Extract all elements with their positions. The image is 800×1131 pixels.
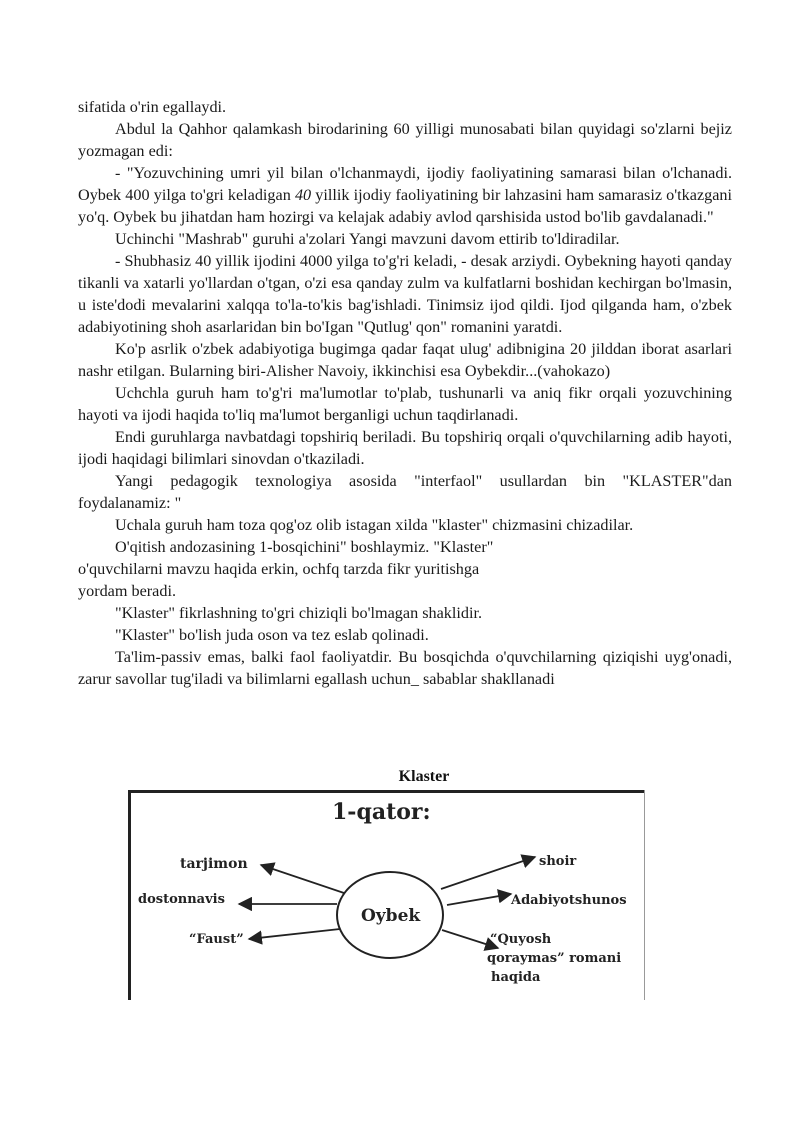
node-tarjimon: tarjimon (180, 856, 248, 872)
paragraph: Ko'p asrlik o'zbek adabiyotiga bugimga qadar faqat ulug' adibnigina 20 jilddan iborat asarlari nashr etilgan. Bularning biri-Alisher Navoiy, ikkinchisi esa Oybekdir...(vahokazo) (78, 340, 732, 380)
paragraph: "Klaster" bo'lish juda oson va tez eslab qolinadi. (115, 626, 429, 644)
emphasized-number: 40 (294, 186, 312, 204)
arrow-to-adabiyotshunos (447, 894, 511, 905)
quote-text-start: - "Yozuvchining umri yil bilan o'lchanmaydi, ijodiy faoliyatining samarasi bilan o'lchanadi. Oybek 400 yilga to'gri keladigan (78, 164, 732, 204)
paragraph: Uchala guruh ham toza qog'oz olib istagan xilda "klaster" chizmasini chizadilar. (115, 516, 634, 534)
center-node: Oybek (361, 906, 421, 926)
node-adabiyotshunos: Adabiyotshunos (511, 893, 627, 908)
paragraph: Yangi pedagogik texnologiya asosida "interfaol" usullardan bin "KLASTER"dan foydalanamiz: " (78, 472, 732, 512)
paragraph: yordam beradi. (78, 582, 176, 600)
node-quyosh-line1: “Quyosh (490, 932, 552, 947)
paragraph: Abdul la Qahhor qalamkash birodarining 60 yilligi munosabati bilan quyidagi so'zlarni bejiz yozmagan edi: (78, 120, 732, 160)
paragraph: o'quvchilarni mavzu haqida erkin, ochfq tarzda fikr yuritishga (78, 560, 480, 578)
cluster-diagram (128, 790, 646, 1002)
paragraph: Uchinchi "Mashrab" guruhi a'zolari Yangi mavzuni davom ettirib to'ldiradilar. (115, 230, 620, 248)
node-quyosh-line2: qoraymas” romani (487, 951, 622, 966)
paragraph: Uchchla guruh ham to'g'ri ma'lumotlar to'plab, tushunarli va aniq fikr orqali yozuvchining hayoti va ijodi haqida to'liq ma'lumot berganligi uchun taqdirlanadi. (78, 384, 732, 424)
paragraph: - Shubhasiz 40 yillik ijodini 4000 yilga to'g'ri keladi, - desak arziydi. Oybekning hayoti qanday tikanli va xatarli yo'llardan o'tgan, o'zi esa qanday zulm va kulfatlarni boshidan kechirgan bo'lmasin, u iste'dodi mevalarini xalqqa to'la-to'kis bag'ishladi. Tinimsiz ijod qildi. Ijod qilganda ham, o'zbek adabiyotining shoh asarlaridan bin bo'Igan "Qutlug' qon" romanini yaratdi. (78, 252, 732, 336)
paragraph: sifatida o'rin egallaydi. (78, 98, 227, 116)
diagram-heading: 1-qator: (332, 799, 431, 825)
document-body (78, 96, 732, 690)
node-shoir: shoir (539, 854, 577, 869)
arrow-to-faust (249, 929, 340, 939)
node-dostonnavis: dostonnavis (138, 892, 225, 907)
paragraph: Ta'lim-passiv emas, balki faol faoliyatdir. Bu bosqichda o'quvchilarning qiziqishi uyg'onadi, zarur savollar tug'iladi va bilimlarni egallash uchun_ sabablar shakllanadi (78, 648, 732, 688)
quote-paragraph (78, 162, 732, 228)
quote-text-end: yillik ijodiy faoliyatining bir lahzasini ham samarasiz o'tkazgani yo'q. Oybek bu jihatdan ham hozirgi va kelajak adabiy avlod qarshisida ustod bo'lib gavdalanadi." (78, 186, 733, 226)
paragraph: Endi guruhlarga navbatdagi topshiriq beriladi. Bu topshiriq orqali o'quvchilarning adib hayoti, ijodi haqidagi bilimlari sinovdan o'tkaziladi. (78, 428, 732, 468)
node-faust: “Faust” (189, 932, 244, 947)
node-quyosh-line3: haqida (491, 970, 541, 985)
arrow-to-tarjimon (261, 865, 344, 893)
arrow-to-shoir (441, 857, 535, 889)
figure-caption: Klaster (398, 768, 450, 785)
paragraph: O'qitish andozasining 1-bosqichini" boshlaymiz. "Klaster" (115, 538, 494, 556)
paragraph: "Klaster" fikrlashning to'gri chiziqli bo'lmagan shaklidir. (115, 604, 483, 622)
